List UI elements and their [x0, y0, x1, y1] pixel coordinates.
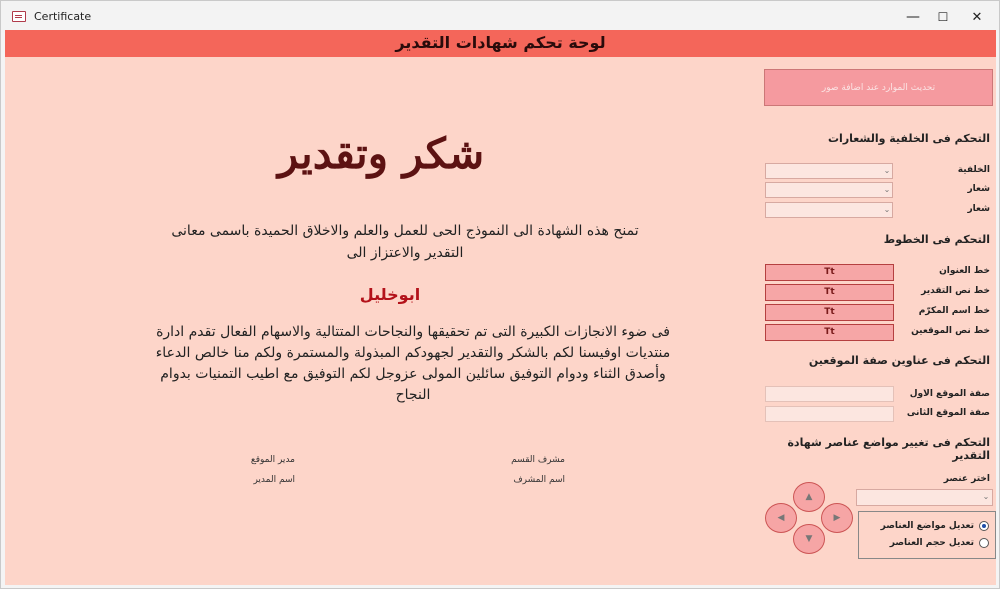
font-section-title: التحكم فى الخطوط	[883, 233, 990, 246]
option-move-label: تعديل مواضع العناصر	[880, 521, 974, 531]
move-up-button[interactable]	[793, 482, 825, 512]
minimize-button[interactable]: —	[906, 9, 920, 25]
font-body-label: خط نص التقدير	[921, 286, 990, 296]
signer-1-input[interactable]	[765, 386, 894, 402]
edit-mode-group	[858, 511, 996, 559]
logo-2-select[interactable]	[765, 202, 893, 218]
signature-2-title: مشرف القسم	[511, 455, 565, 465]
font-title-label: خط العنوان	[939, 266, 990, 276]
font-body-button[interactable]: Tt	[765, 284, 894, 301]
signer-section-title: التحكم فى عناوين صفة الموقعين	[808, 354, 990, 367]
background-select[interactable]	[765, 163, 893, 179]
background-section-title: التحكم فى الخلفية والشعارات	[828, 132, 990, 145]
option-resize-label: تعديل حجم العناصر	[889, 538, 974, 548]
move-radio[interactable]	[979, 521, 989, 531]
signature-1-name: اسم المدير	[253, 475, 295, 485]
signer-1-label: صفة الموقع الاول	[909, 389, 990, 399]
arrow-left-icon: ◀	[777, 513, 785, 523]
option-resize[interactable]	[890, 538, 989, 548]
control-panel	[757, 57, 996, 585]
signer-2-input[interactable]	[765, 406, 894, 422]
certificate-intro: تمنح هذه الشهادة الى النموذج الحى للعمل والعلم والاخلاق الحميدة باسمى معانى التقدير والاعتزاز الى	[171, 223, 639, 261]
refresh-resources-button[interactable]: تحديث الموارد عند اضافة صور	[764, 69, 993, 106]
choose-element-label: اختر عنصر	[943, 474, 990, 484]
logo-2-label: شعار	[967, 204, 990, 214]
option-move[interactable]	[881, 521, 989, 531]
chevron-down-icon: ⌄	[883, 185, 891, 194]
signer-2-label: صفة الموقع الثانى	[906, 408, 990, 418]
chevron-down-icon: ⌄	[883, 205, 891, 214]
signature-2-name: اسم المشرف	[513, 475, 565, 485]
position-section-title: التحكم فى تغيير مواضع عناصر شهادة التقدير	[787, 436, 990, 462]
resize-radio[interactable]	[979, 538, 989, 548]
logo-1-select[interactable]	[765, 182, 893, 198]
close-button[interactable]: ✕	[971, 9, 983, 25]
logo-1-label: شعار	[967, 184, 990, 194]
title-bar	[1, 1, 999, 33]
header-bar	[5, 30, 996, 57]
form-body	[5, 57, 996, 585]
page-title: لوحة تحكم شهادات التقدير	[395, 33, 606, 52]
arrow-right-icon: ▶	[833, 513, 841, 523]
element-select[interactable]	[856, 489, 993, 506]
font-signers-button[interactable]: Tt	[765, 324, 894, 341]
signature-1-title: مدير الموقع	[250, 455, 295, 465]
arrow-down-icon: ▼	[805, 534, 813, 544]
chevron-down-icon: ⌄	[883, 166, 891, 175]
certificate-title: شكر وتقدير	[277, 129, 485, 178]
maximize-button[interactable]: ☐	[937, 10, 949, 24]
form-icon	[12, 11, 26, 22]
move-right-button[interactable]	[821, 503, 853, 533]
font-honoree-button[interactable]: Tt	[765, 304, 894, 321]
certificate-recipient: ابوخليل	[359, 285, 421, 304]
font-title-button[interactable]: Tt	[765, 264, 894, 281]
background-label: الخلفية	[957, 165, 990, 175]
chevron-down-icon: ⌄	[982, 492, 990, 501]
font-honoree-label: خط اسم المكرّم	[918, 306, 990, 316]
certificate-preview	[5, 57, 757, 585]
certificate-body: فى ضوء الانجازات الكبيرة التى تم تحقيقها والنجاحات المتتالية والاسهام الفعال تقدم ادارة منتديات اوفيسنا لكم بالشكر والتقدير لجهودكم المبذولة والمستمرة ولكم منا خالص الدعاء وأصدق الثناء ودوام التوفيق سائلين المولى عزوجل لكم التوفيق مع اطيب التمنيات بدوام النجاح	[155, 324, 671, 403]
font-signers-label: خط نص الموقعين	[911, 326, 990, 336]
move-left-button[interactable]	[765, 503, 797, 533]
window-title: Certificate	[34, 10, 92, 23]
move-down-button[interactable]	[793, 524, 825, 554]
arrow-up-icon: ▲	[805, 492, 813, 502]
